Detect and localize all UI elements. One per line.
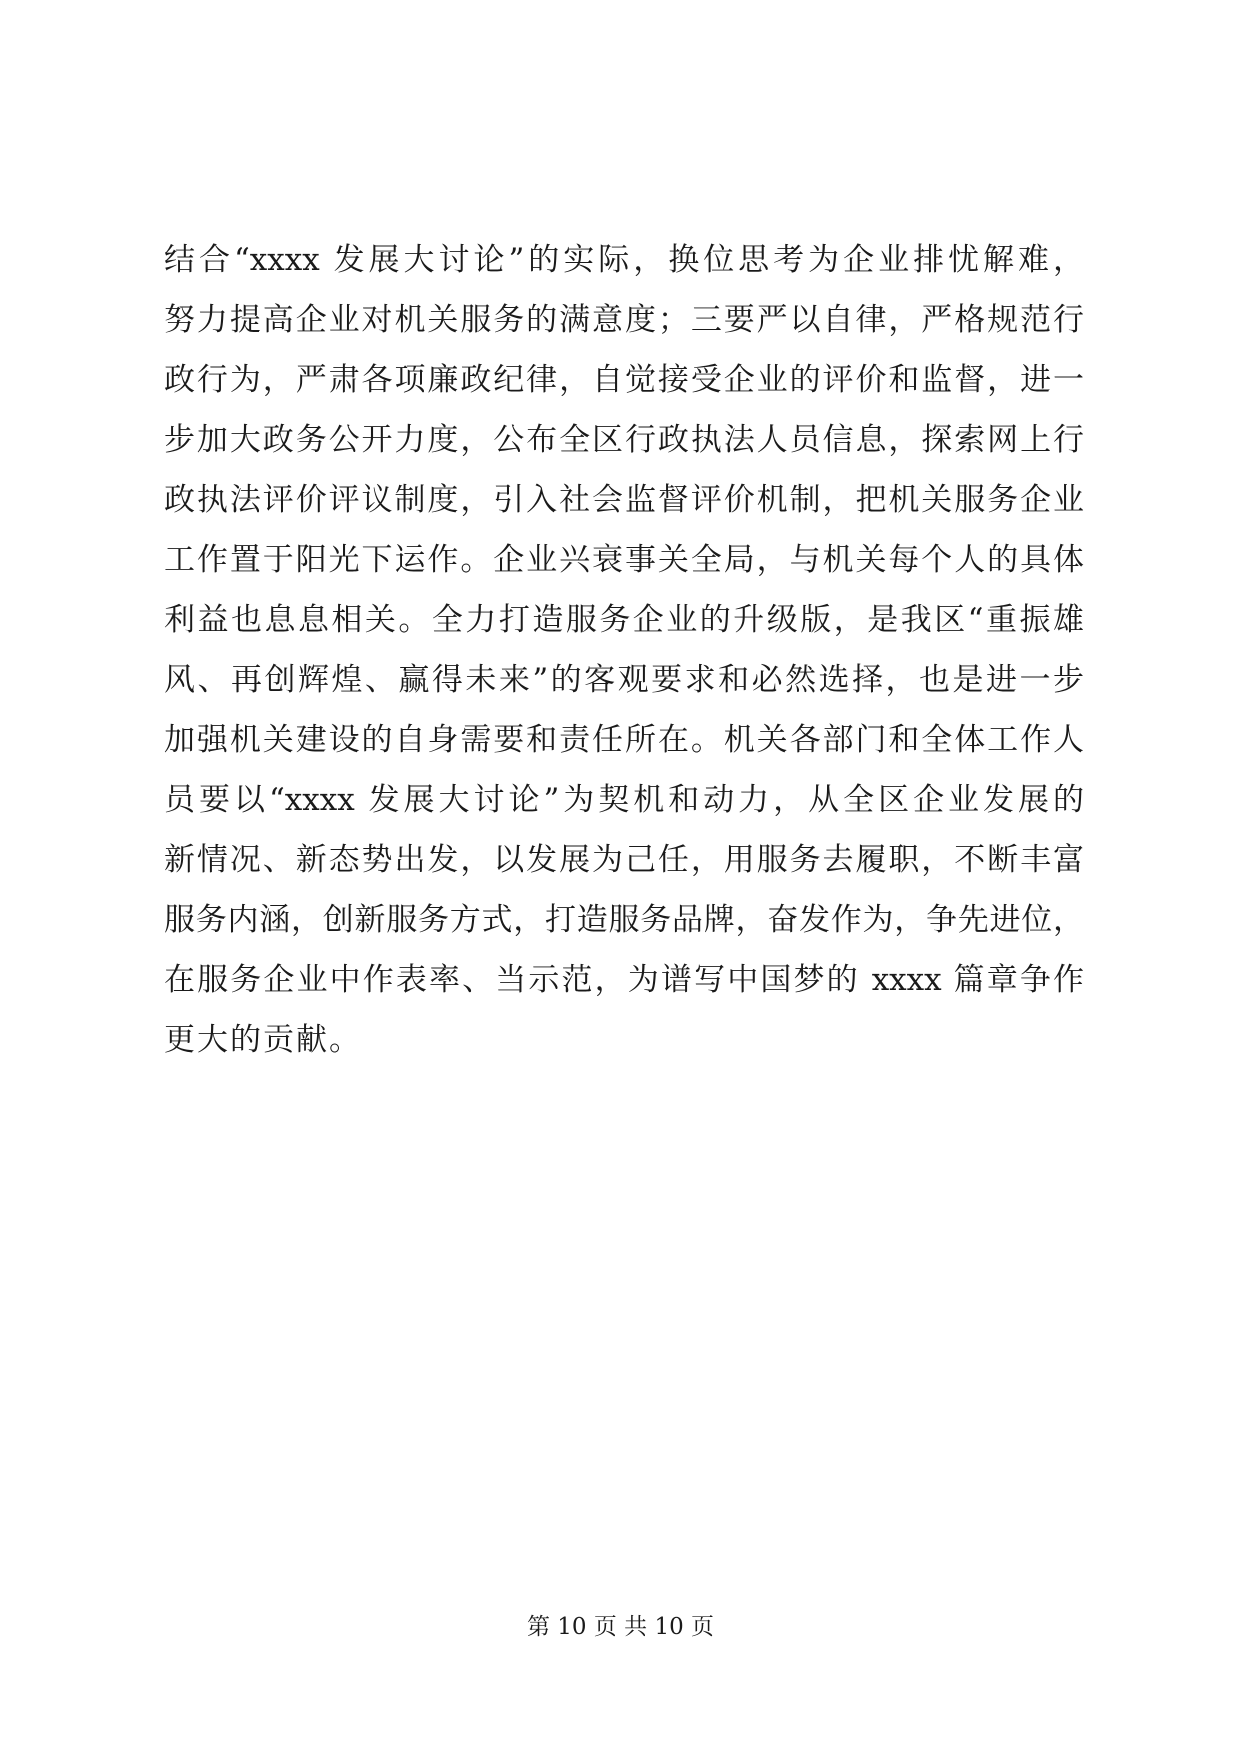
text-line-14: 更大的贡献。 [164, 1022, 362, 1058]
text-line-5: 政执法评价评议制度，引入社会监督评价机制，把机关服务企业 [164, 482, 1084, 518]
text-line-3: 政行为，严肃各项廉政纪律，自觉接受企业的评价和监督，进一 [164, 362, 1084, 398]
text-line-10: 员要以“xxxx 发展大讨论”为契机和动力，从全区企业发展的 [164, 782, 1084, 818]
text-line-11: 新情况、新态势出发，以发展为己任，用服务去履职，不断丰富 [164, 842, 1084, 878]
text-line-8: 风、再创辉煌、赢得未来”的客观要求和必然选择，也是进一步 [164, 662, 1084, 698]
page-number-footer: 第 10 页 共 10 页 [526, 1614, 715, 1640]
text-line-4: 步加大政务公开力度，公布全区行政执法人员信息，探索网上行 [164, 422, 1084, 458]
text-line-13: 在服务企业中作表率、当示范，为谱写中国梦的 xxxx 篇章争作 [164, 962, 1084, 998]
text-line-9: 加强机关建设的自身需要和责任所在。机关各部门和全体工作人 [164, 722, 1084, 758]
text-line-7: 利益也息息相关。全力打造服务企业的升级版，是我区“重振雄 [164, 602, 1084, 638]
text-line-6: 工作置于阳光下运作。企业兴衰事关全局，与机关每个人的具体 [164, 542, 1084, 578]
text-line-12: 服务内涵，创新服务方式，打造服务品牌，奋发作为，争先进位， [164, 902, 1084, 938]
text-line-1: 结合“xxxx 发展大讨论”的实际，换位思考为企业排忧解难， [164, 242, 1084, 278]
text-line-2: 努力提高企业对机关服务的满意度；三要严以自律，严格规范行 [164, 302, 1084, 338]
body-paragraph [164, 230, 1084, 1070]
